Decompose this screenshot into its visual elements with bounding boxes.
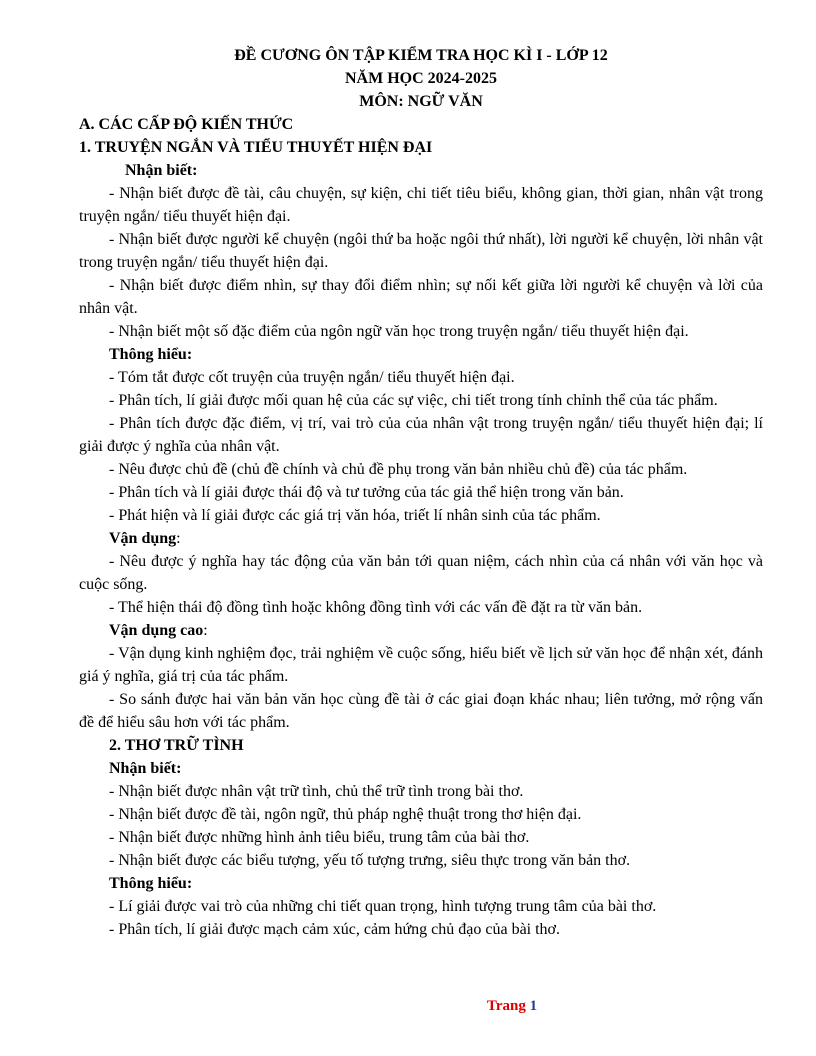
list-item: - Nhận biết một số đặc điểm của ngôn ngữ văn học trong truyện ngắn/ tiểu thuyết hiện đại. [109,323,689,340]
document-title-line-1: ĐỀ CƯƠNG ÔN TẬP KIỂM TRA HỌC KÌ I - LỚP 12 [234,47,608,64]
list-item: - Lí giải được vai trò của những chi tiết quan trọng, hình tượng trung tâm của bài thơ. [109,898,657,915]
part2-thong-hieu-label: Thông hiểu: [109,875,193,892]
page-footer [0,998,816,1015]
list-item: - Phân tích, lí giải được mối quan hệ của các sự việc, chi tiết trong tính chỉnh thể của tác phẩm. [109,392,718,409]
list-item: - Tóm tắt được cốt truyện của truyện ngắn/ tiểu thuyết hiện đại. [109,369,515,386]
list-item: - Nhận biết được đề tài, câu chuyện, sự kiện, chi tiết tiêu biểu, không gian, thời gian, nhân vật trong truyện ngắn/ tiểu thuyết hiện đại. [79,185,763,225]
part1-thong-hieu-label: Thông hiểu: [109,346,193,363]
part2-nhan-biet-label: Nhận biết: [109,760,182,777]
part1-heading: 1. TRUYỆN NGẮN VÀ TIỂU THUYẾT HIỆN ĐẠI [79,139,433,156]
part1-nhan-biet-label: Nhận biết: [125,162,198,179]
list-item: - Nhận biết được các biểu tượng, yếu tố tượng trưng, siêu thực trong văn bản thơ. [109,852,631,869]
part1-van-dung-cao-label-row: Vận dụng cao: [109,622,208,639]
list-item: - Nhận biết được những hình ảnh tiêu biểu, trung tâm của bài thơ. [109,829,530,846]
list-item: - Thể hiện thái độ đồng tình hoặc không đồng tình với các vấn đề đặt ra từ văn bản. [109,599,643,616]
list-item: - Phân tích và lí giải được thái độ và tư tưởng của tác giả thể hiện trong văn bản. [109,484,624,501]
list-item: - Nhận biết được nhân vật trữ tình, chủ thể trữ tình trong bài thơ. [109,783,524,800]
list-item: - Phát hiện và lí giải được các giá trị văn hóa, triết lí nhân sinh của tác phẩm. [109,507,601,524]
part1-van-dung-label-row: Vận dụng: [109,530,181,547]
list-item: - Nêu được ý nghĩa hay tác động của văn bản tới quan niệm, cách nhìn của cá nhân với văn học và cuộc sống. [79,553,763,593]
part2-heading: 2. THƠ TRỮ TÌNH [109,737,244,754]
document-page [79,44,763,941]
list-item: - Nhận biết được điểm nhìn, sự thay đổi điểm nhìn; sự nối kết giữa lời người kể chuyện và lời của nhân vật. [79,277,763,317]
footer-page-number: 1 [529,998,538,1014]
list-item: - Phân tích, lí giải được mạch cảm xúc, cảm hứng chủ đạo của bài thơ. [109,921,561,938]
section-a-heading: A. CÁC CẤP ĐỘ KIẾN THỨC [79,116,294,133]
list-item: - Vận dụng kinh nghiệm đọc, trải nghiệm về cuộc sống, hiểu biết về lịch sử văn học để nhận xét, đánh giá ý nghĩa, giá trị của tác phẩm. [79,645,763,685]
list-item: - Phân tích được đặc điểm, vị trí, vai trò của của nhân vật trong truyện ngắn/ tiểu thuyết hiện đại; lí giải được ý nghĩa của nhân vật. [79,415,763,455]
list-item: - Nhận biết được đề tài, ngôn ngữ, thủ pháp nghệ thuật trong thơ hiện đại. [109,806,582,823]
footer-page-label: Trang [486,998,526,1014]
part1-van-dung-cao-label: Vận dụng cao [109,622,204,639]
part1-van-dung-label: Vận dụng [109,530,177,547]
list-item: - So sánh được hai văn bản văn học cùng đề tài ở các giai đoạn khác nhau; liên tưởng, mở rộng vấn đề để hiểu sâu hơn với tác phẩm. [79,691,763,731]
list-item: - Nêu được chủ đề (chủ đề chính và chủ đề phụ trong văn bản nhiều chủ đề) của tác phẩm. [109,461,688,478]
document-title-line-2: NĂM HỌC 2024-2025 [345,70,497,87]
document-title-line-3: MÔN: NGỮ VĂN [359,93,483,110]
list-item: - Nhận biết được người kể chuyện (ngôi thứ ba hoặc ngôi thứ nhất), lời người kể chuyện, lời nhân vật trong truyện ngắn/ tiểu thuyết hiện đại. [79,231,763,271]
